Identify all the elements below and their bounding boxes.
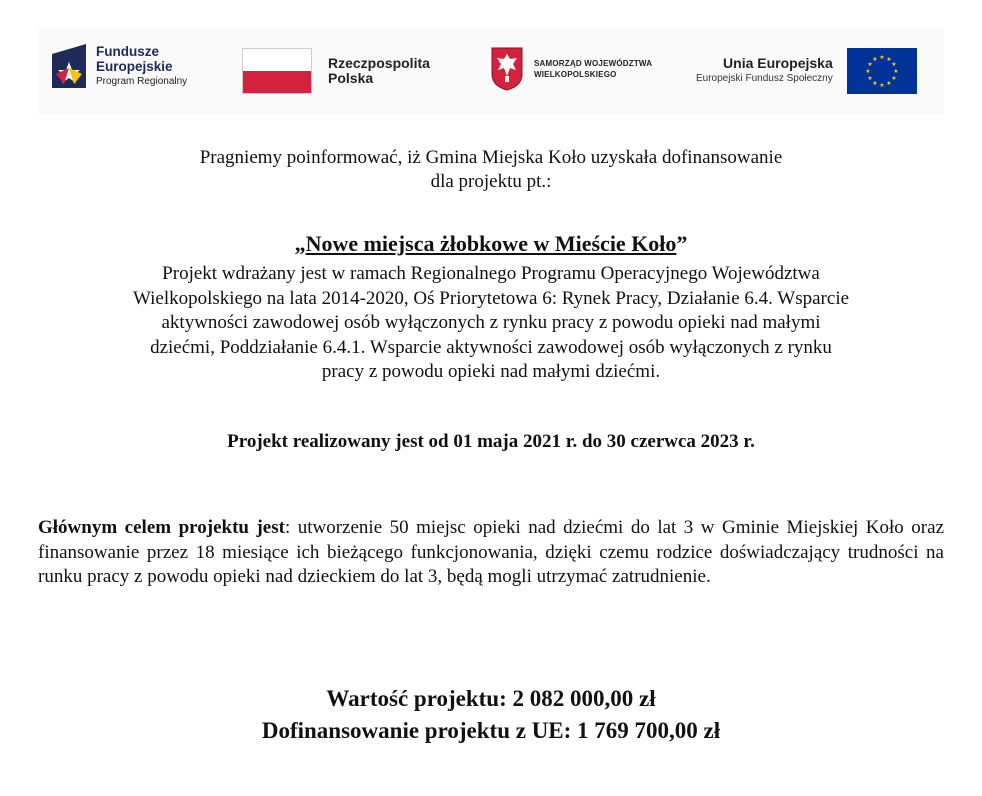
- svg-text:★: ★: [893, 68, 899, 75]
- goal-label: Głównym celem projektu jest: [38, 517, 285, 538]
- project-period: Projekt realizowany jest od 01 maja 2021 r. do 30 czerwca 2023 r.: [227, 431, 755, 452]
- intro-line1: Pragniemy poinformować, iż Gmina Miejska Koło uzyskała dofinansowanie: [199, 147, 783, 168]
- samorzad-line1: SAMORZĄD WOJEWÓDZTWA: [534, 59, 653, 68]
- svg-text:★: ★: [891, 75, 897, 82]
- fundusze-line2: Europejskie: [96, 58, 173, 74]
- project-value: [0, 683, 982, 747]
- svg-text:★: ★: [891, 61, 897, 68]
- fundusze-star-icon: [50, 40, 88, 92]
- fundusze-line3: Program Regionalny: [96, 75, 188, 87]
- project-goal: [38, 516, 944, 590]
- samorzad-line2: WIELKOPOLSKIEGO: [534, 70, 617, 79]
- svg-text:★: ★: [867, 61, 873, 68]
- intro-paragraph: [0, 146, 982, 194]
- svg-text:★: ★: [886, 80, 892, 87]
- unia-line2: Europejski Fundusz Społeczny: [696, 73, 833, 84]
- samorzad-logo: [490, 46, 652, 92]
- polish-flag-icon: [242, 48, 312, 94]
- svg-text:★: ★: [879, 54, 885, 61]
- project-description: [30, 262, 952, 385]
- logo-bar: [38, 28, 944, 114]
- goal-text: : utworzenie 50 miejsc opieki nad dziećmi do lat 3 w Gminie Miejskiej Koło oraz finansowanie przez 18 miesiące ich bieżącego funkcjonowania, dzięki czemu rodzice doświadczający trudności na runku pracy z powodu opieki nad dzieckiem do lat 3, będą mogli utrzymać zatrudnienie.: [38, 517, 944, 587]
- description-line: aktywności zawodowej osób wyłączonych z rynku pracy z powodu opieki nad małymi: [161, 312, 821, 333]
- value-total: Wartość projektu: 2 082 000,00 zł: [326, 686, 656, 711]
- rzeczpospolita-line1: Rzeczpospolita: [328, 55, 430, 71]
- description-line: Projekt wdrażany jest w ramach Regionalnego Programu Operacyjnego Województwa: [162, 263, 820, 284]
- title-close-quote: ”: [676, 231, 688, 256]
- svg-text:★: ★: [872, 80, 878, 87]
- svg-text:★: ★: [872, 56, 878, 63]
- description-line: Wielkopolskiego na lata 2014-2020, Oś Priorytetowa 6: Rynek Pracy, Działanie 6.4. Wsparcie: [132, 287, 850, 309]
- svg-text:★: ★: [879, 82, 885, 89]
- rzeczpospolita-logo: [242, 48, 430, 94]
- rzeczpospolita-line2: Polska: [328, 70, 374, 86]
- fundusze-europejskie-logo: [50, 40, 187, 92]
- eagle-crest-icon: [490, 46, 524, 92]
- svg-text:★: ★: [865, 68, 871, 75]
- description-line: pracy z powodu opieki nad małymi dziećmi.: [321, 361, 661, 382]
- unia-line1: Unia Europejska: [723, 55, 833, 71]
- intro-line2: dla projektu pt.:: [430, 171, 552, 192]
- description-line: dziećmi, Poddziałanie 6.4.1. Wsparcie aktywności zawodowej osób wyłączonych z rynku: [150, 336, 832, 358]
- project-title: [0, 230, 982, 258]
- title-open-quote: „: [294, 231, 306, 256]
- value-eu-funding: Dofinansowanie projektu z UE: 1 769 700,00 zł: [261, 718, 721, 743]
- eu-flag-icon: [847, 48, 917, 94]
- svg-text:★: ★: [886, 56, 892, 63]
- unia-europejska-logo: [696, 48, 917, 94]
- fundusze-line1: Fundusze: [96, 43, 159, 59]
- title-text: Nowe miejsca żłobkowe w Mieście Koło: [305, 231, 677, 256]
- svg-text:★: ★: [867, 75, 873, 82]
